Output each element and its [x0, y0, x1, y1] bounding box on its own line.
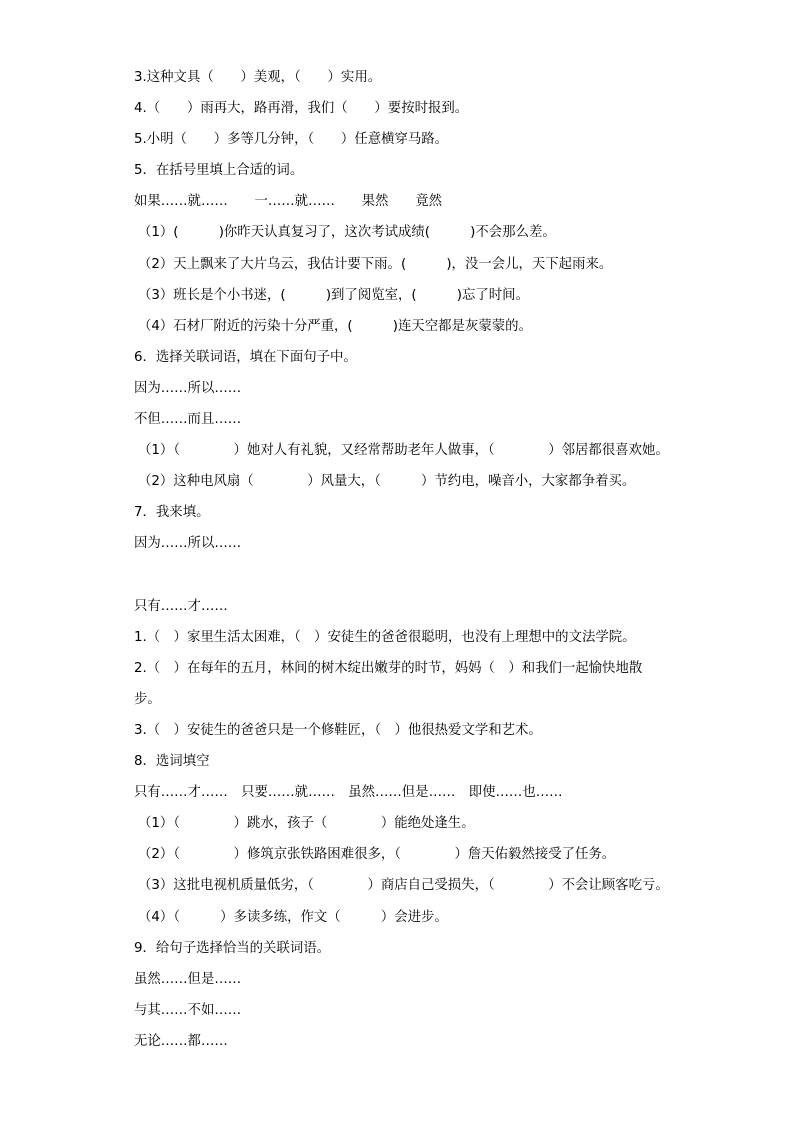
- question-5-line: 5.小明（ ）多等几分钟，（ ）任意横穿马路。: [134, 132, 449, 148]
- section-8-heading: 8．选词填空: [134, 754, 210, 770]
- section-5-word-bank: 如果……就…… 一……就…… 果然 竟然: [134, 194, 442, 210]
- section-9-option-1: 虽然……但是……: [134, 971, 242, 987]
- section-7-option-2: 只有……才……: [134, 598, 228, 614]
- section-8-item-3: （3）这批电视机质量低劣，（ ）商店自己受损失，（ ）不会让顾客吃亏。: [138, 878, 669, 894]
- section-9-option-2: 与其……不如……: [134, 1002, 242, 1018]
- document-body: [134, 62, 694, 1057]
- section-6-option-2: 不但……而且……: [134, 412, 242, 428]
- blank-line: [134, 560, 694, 591]
- section-6-item-1: （1）（ ）她对人有礼貌，又经常帮助老年人做事，（ ）邻居都很喜欢她。: [138, 443, 669, 459]
- section-5-item-1: （1）( )你昨天认真复习了，这次考试成绩( )不会那么差。: [138, 225, 556, 241]
- section-7-heading: 7．我来填。: [134, 505, 210, 521]
- section-8-item-2: （2）（ ）修筑京张铁路困难很多，（ ）詹天佑毅然接受了任务。: [138, 847, 616, 863]
- section-7-option-1: 因为……所以……: [134, 536, 242, 552]
- section-9-heading: 9．给句子选择恰当的关联词语。: [134, 940, 330, 956]
- section-7-item-2-continued: 步。: [134, 691, 161, 707]
- section-5-item-4: （4）石材厂附近的污染十分严重，( )连天空都是灰蒙蒙的。: [138, 318, 532, 334]
- section-7-item-1: 1.（ ）家里生活太困难，（ ）安徒生的爸爸很聪明，也没有上理想中的文法学院。: [134, 629, 636, 645]
- section-7-item-2: 2.（ ）在每年的五月，林间的树木绽出嫩芽的时节，妈妈（ ）和我们一起愉快地散: [134, 660, 643, 676]
- section-5-item-3: （3）班长是个小书迷，( )到了阅览室，( )忘了时间。: [138, 287, 529, 303]
- section-8-item-4: （4）（ ）多读多练，作文（ ）会进步。: [138, 909, 448, 925]
- section-5-item-2: （2）天上飘来了大片乌云，我估计要下雨。( )，没一会儿，天下起雨来。: [138, 256, 613, 272]
- question-3-line: 3.这种文具（ ）美观，（ ）实用。: [134, 70, 382, 85]
- section-6-option-1: 因为……所以……: [134, 380, 242, 396]
- question-4-line: 4.（ ）雨再大，路再滑，我们（ ）要按时报到。: [134, 101, 469, 117]
- section-6-item-2: （2）这种电风扇（ ）风量大，（ ）节约电，噪音小，大家都争着买。: [138, 474, 636, 490]
- section-9-option-3: 无论……都……: [134, 1033, 228, 1049]
- section-6-heading: 6．选择关联词语，填在下面句子中。: [134, 349, 357, 365]
- section-7-item-3: 3.（ ）安徒生的爸爸只是一个修鞋匠，（ ）他很热爱文学和艺术。: [134, 722, 542, 738]
- section-8-item-1: （1）（ ）跳水，孩子（ ）能绝处逢生。: [138, 816, 475, 832]
- section-8-word-bank: 只有……才…… 只要……就…… 虽然……但是…… 即使……也……: [134, 785, 563, 801]
- section-5-heading: 5．在括号里填上合适的词。: [134, 163, 304, 179]
